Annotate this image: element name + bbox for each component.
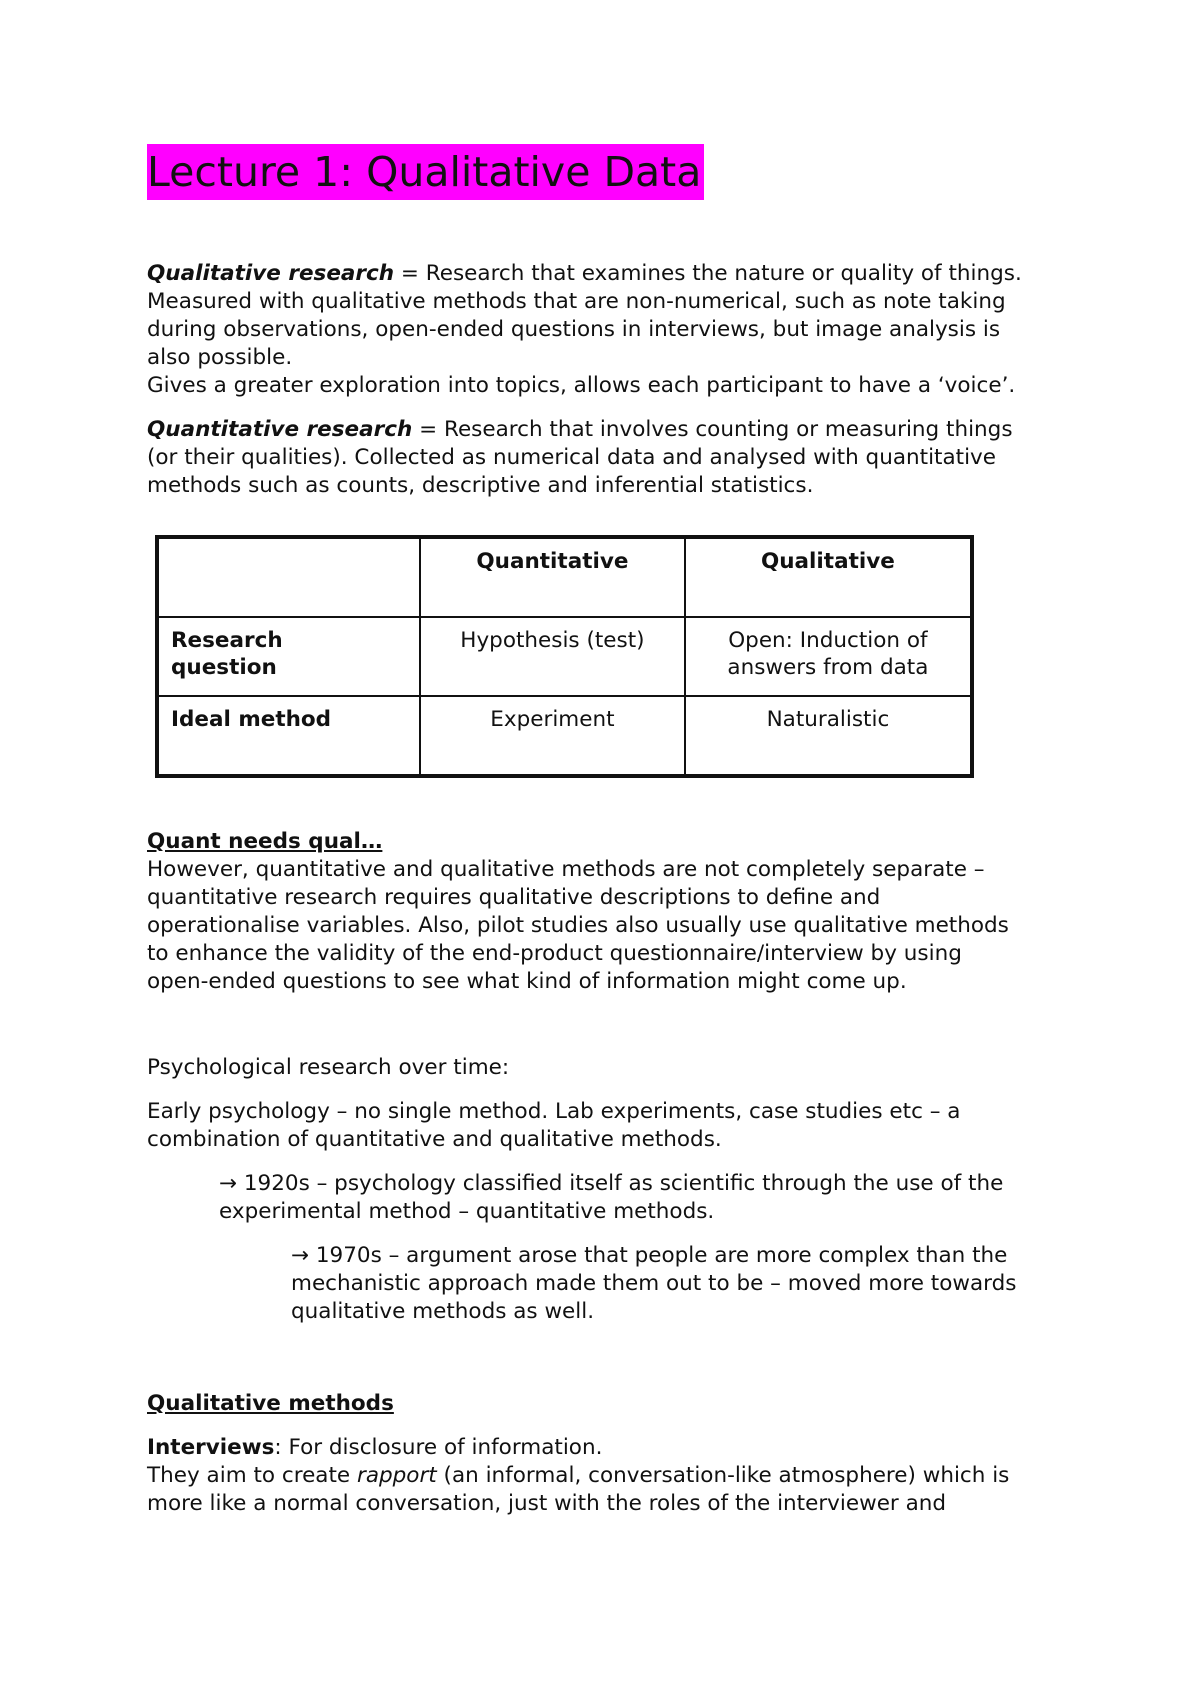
history-1920s [219, 1170, 1062, 1226]
quantitative-definition-line: (or their qualities). Collected as numerical data and analysed with quantitative [147, 445, 996, 470]
quantitative-definition-line: methods such as counts, descriptive and inferential statistics. [147, 473, 814, 498]
quantitative-term: Quantitative research [147, 417, 413, 442]
table-cell: Experiment [420, 696, 685, 776]
paragraph-text: (an informal, conversation-like atmosphere) which is [436, 1463, 1010, 1488]
table-row [157, 617, 972, 696]
section-heading: Quant needs qual… [147, 829, 383, 854]
paragraph-line: experimental method – quantitative methods. [219, 1199, 715, 1224]
paragraph-line: more like a normal conversation, just with the roles of the interviewer and [147, 1491, 947, 1516]
table-cell-line: Open: Induction of [728, 628, 928, 653]
quantitative-definition-line [147, 416, 1062, 444]
paragraph-line: Early psychology – no single method. Lab experiments, case studies etc – a [147, 1099, 961, 1124]
qualitative-definition-line [147, 260, 1062, 288]
paragraph-line [147, 1462, 1062, 1490]
paragraph-line: mechanistic approach made them out to be – moved more towards [291, 1271, 1017, 1296]
paragraph-line: open-ended questions to see what kind of information might come up. [147, 969, 907, 994]
quantitative-definition-text: = Research that involves counting or measuring things [412, 417, 1013, 442]
table-row-label-line: Research [171, 628, 283, 653]
history-intro: Psychological research over time: [147, 1055, 510, 1080]
paragraph-text: They aim to create [147, 1463, 357, 1488]
quantitative-definition [147, 416, 1062, 500]
paragraph-line: combination of quantitative and qualitative methods. [147, 1127, 722, 1152]
section-heading: Qualitative methods [147, 1391, 394, 1416]
qualitative-definition-line: also possible. [147, 345, 293, 370]
table-cell-line: answers from data [727, 655, 929, 680]
paragraph-line: operationalise variables. Also, pilot studies also usually use qualitative methods [147, 913, 1009, 938]
qualitative-methods-section [147, 1434, 1062, 1518]
paragraph-line: However, quantitative and qualitative methods are not completely separate – [147, 857, 985, 882]
arrow-right-icon: → [219, 1171, 238, 1196]
paragraph-text: : For disclosure of information. [274, 1435, 603, 1460]
qualitative-definition-text: = Research that examines the nature or quality of things. [394, 261, 1022, 286]
rapport-term: rapport [356, 1463, 437, 1488]
table-header-quantitative: Quantitative [420, 537, 685, 617]
table-cell [685, 617, 972, 696]
paragraph-line: to enhance the validity of the end-product questionnaire/interview by using [147, 941, 962, 966]
arrow-right-icon: → [291, 1243, 310, 1268]
paragraph-text: 1970s – argument arose that people are more complex than the [309, 1243, 1008, 1268]
comparison-table [155, 535, 974, 778]
qualitative-definition-line: during observations, open-ended questions in interviews, but image analysis is [147, 317, 1001, 342]
quant-needs-qual-section [147, 828, 1062, 996]
qualitative-definition [147, 260, 1062, 400]
table-header-row [157, 537, 972, 617]
table-header-qualitative: Qualitative [685, 537, 972, 617]
history-early [147, 1098, 1062, 1154]
qualitative-definition-line: Gives a greater exploration into topics, allows each participant to have a ‘voice’. [147, 373, 1016, 398]
table-row-label: Ideal method [157, 696, 420, 776]
page-title: Lecture 1: Qualitative Data [147, 144, 704, 200]
interviews-term: Interviews [147, 1435, 275, 1460]
table-corner-cell [157, 537, 420, 617]
table-row [157, 696, 972, 776]
paragraph-line [219, 1170, 1062, 1198]
table-cell: Hypothesis (test) [420, 617, 685, 696]
table-row-label [157, 617, 420, 696]
paragraph-line: quantitative research requires qualitative descriptions to define and [147, 885, 881, 910]
paragraph-line [291, 1242, 1062, 1270]
qualitative-term: Qualitative research [147, 261, 395, 286]
paragraph-text: 1920s – psychology classified itself as scientific through the use of the [237, 1171, 1004, 1196]
paragraph-line [147, 1434, 1062, 1462]
table-cell: Naturalistic [685, 696, 972, 776]
history-1970s [291, 1242, 1062, 1326]
qualitative-definition-line: Measured with qualitative methods that are non-numerical, such as note taking [147, 289, 1006, 314]
qualitative-methods-heading [147, 1390, 1062, 1418]
paragraph-line: qualitative methods as well. [291, 1299, 595, 1324]
table-row-label-line: question [171, 655, 277, 680]
